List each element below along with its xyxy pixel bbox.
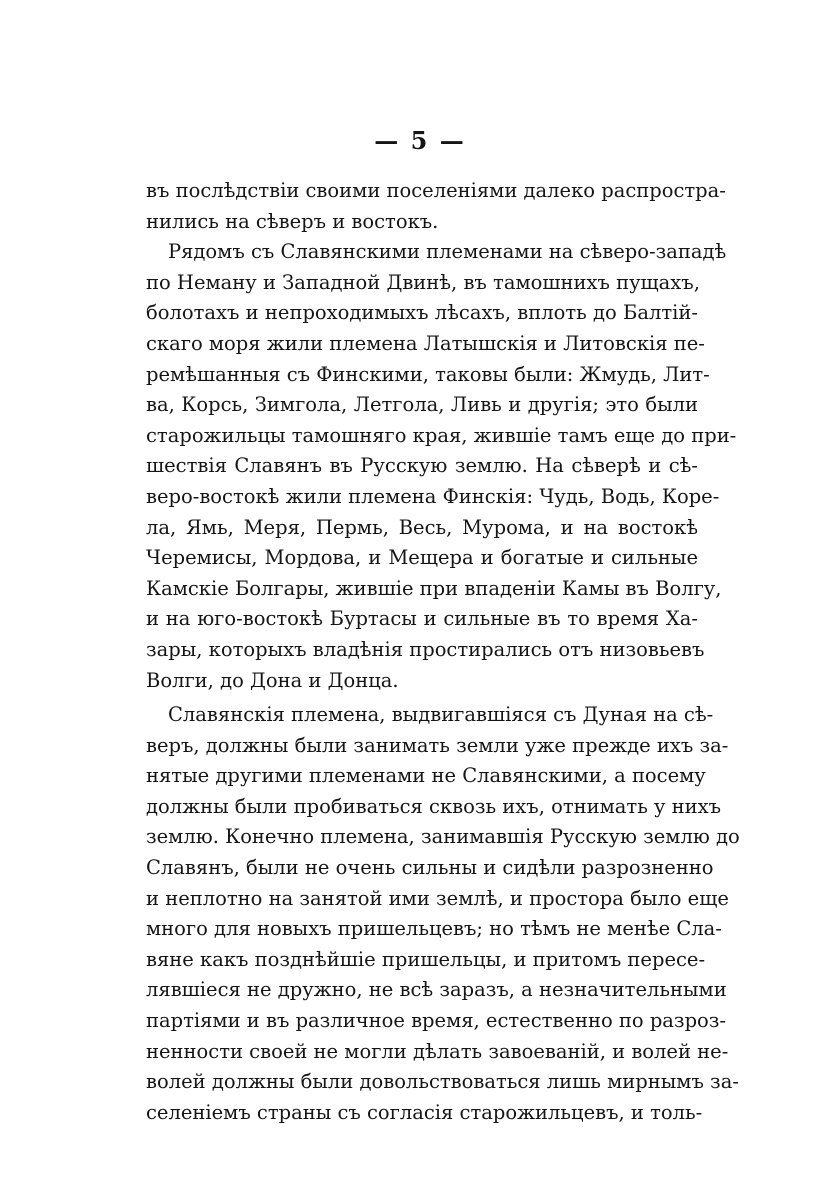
text-line: Волги, до Дона и Донца.: [146, 668, 399, 692]
text-line: и на юго-востокѣ Буртасы и сильные въ то время Ха-: [146, 607, 698, 631]
text-line: Рядомъ съ Славянскими племенами на сѣверо-западѣ: [168, 240, 727, 264]
paragraph-3: [146, 700, 740, 1128]
text-line: скаго моря жили племена Латышскія и Литовскія пе-: [146, 331, 705, 355]
text-line: Черемисы, Мордова, и Мещера и богатые и сильные: [146, 546, 698, 570]
text-line: селеніемъ страны съ согласія старожильцевъ, и толь-: [146, 1100, 703, 1124]
text-line: ремѣшанныя съ Финскими, таковы были: Жмудь, Лит-: [146, 362, 710, 386]
text-line: веръ, должны были занимать земли уже прежде ихъ за-: [146, 733, 729, 757]
text-line: шествія Славянъ въ Русскую землю. На сѣверѣ и сѣ-: [146, 454, 698, 478]
body-text: [146, 176, 740, 1128]
text-line: Славянскія племена, выдвигавшіяся съ Дуная на сѣ-: [168, 703, 714, 727]
text-line: и неплотно на занятой ими землѣ, и простора было еще: [146, 886, 729, 910]
text-line: Камскіе Болгары, жившіе при впаденіи Камы въ Волгу,: [146, 576, 722, 600]
text-line: ненности своей не могли дѣлать завоеваній, и волей не-: [146, 1039, 729, 1063]
text-line: вяне какъ позднѣйшіе пришельцы, и притомъ пересе-: [146, 947, 706, 971]
text-line: должны были пробиваться сквозь ихъ, отнимать у нихъ: [146, 794, 722, 818]
text-line: землю. Конечно племена, занимавшія Русскую землю до: [146, 825, 740, 849]
text-line: нились на сѣверъ и востокъ.: [146, 209, 439, 233]
text-line: партіями и въ различное время, естественно по разроз-: [146, 1009, 727, 1033]
text-line: въ послѣдствіи своими поселеніями далеко распростра-: [146, 179, 726, 202]
text-line: волей должны были довольствоваться лишь мирнымъ за-: [146, 1070, 739, 1094]
paragraph-2: [146, 237, 737, 696]
paragraph-1: [146, 176, 726, 237]
text-line: лявшіеся не дружно, не всѣ заразъ, а незначительными: [146, 978, 727, 1002]
text-line: ва, Корсь, Зимгола, Летгола, Ливь и другія; это были: [146, 393, 698, 417]
text-line: ла, Ямь, Меря, Пермь, Весь, Мурома, и на востокѣ: [146, 515, 698, 539]
text-line: Славянъ, были не очень сильны и сидѣли разрозненно: [146, 856, 714, 880]
text-line: нятые другими племенами не Славянскими, а посему: [146, 764, 706, 788]
page-number: — 5 —: [374, 126, 466, 155]
text-line: много для новыхъ пришельцевъ; но тѣмъ не менѣе Сла-: [146, 917, 722, 941]
text-line: веро-востокѣ жили племена Финскія: Чудь, Водь, Коре-: [146, 484, 720, 508]
text-line: старожильцы тамошняго края, жившіе тамъ еще до при-: [146, 423, 737, 447]
text-line: по Неману и Западной Двинѣ, въ тамошнихъ пущахъ,: [146, 270, 700, 294]
text-line: зары, которыхъ владѣнія простирались отъ низовьевъ: [146, 637, 705, 661]
text-line: болотахъ и непроходимыхъ лѣсахъ, вплоть до Балтій-: [146, 301, 698, 325]
